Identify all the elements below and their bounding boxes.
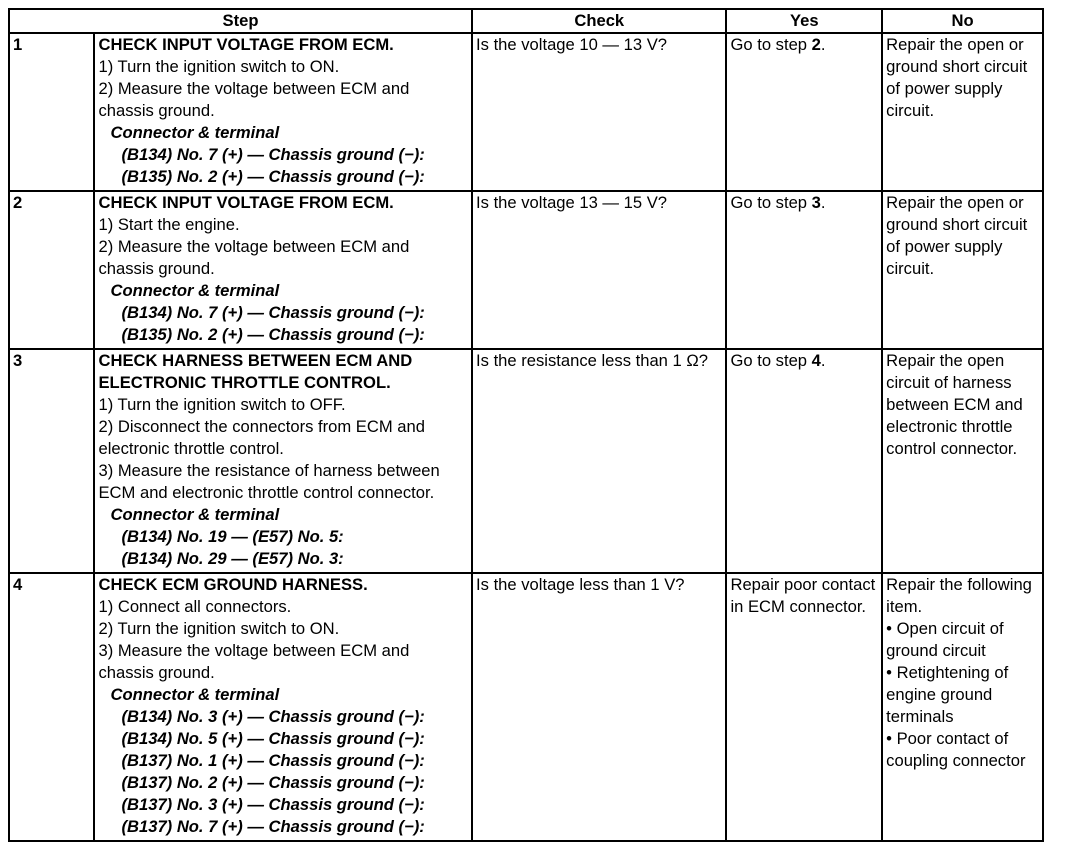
yes-text: Go to step xyxy=(730,35,812,54)
diagnostic-table xyxy=(8,8,1044,842)
step-title: CHECK ECM GROUND HARNESS. xyxy=(98,575,368,594)
header-row xyxy=(9,9,1043,33)
step-number-text: 3 xyxy=(13,351,23,370)
yes-text: Go to step xyxy=(730,193,812,212)
step-instruction: 3) Measure the voltage between ECM and chassis ground. xyxy=(98,641,410,682)
terminal-spec: (B134) No. 5 (+) — Chassis ground (−): xyxy=(121,729,425,748)
step-number-text: 1 xyxy=(13,35,23,54)
step-number xyxy=(9,349,94,573)
step-description xyxy=(94,349,472,573)
step-instruction: 3) Measure the resistance of harness between ECM and electronic throttle control connector. xyxy=(98,461,440,502)
step-row-2 xyxy=(9,191,1043,349)
terminal-spec: (B137) No. 1 (+) — Chassis ground (−): xyxy=(121,751,425,770)
step-instruction: 2) Measure the voltage between ECM and chassis ground. xyxy=(98,79,410,120)
step-row-1 xyxy=(9,33,1043,191)
yes-cell xyxy=(726,191,882,349)
yes-suffix: . xyxy=(820,35,826,54)
no-item: • Open circuit of ground circuit xyxy=(886,619,1004,660)
terminal-spec: (B134) No. 7 (+) — Chassis ground (−): xyxy=(121,145,425,164)
yes-step-number: 3 xyxy=(811,193,821,212)
yes-step-number: 2 xyxy=(811,35,821,54)
step-number-text: 4 xyxy=(13,575,23,594)
no-cell: Repair the open circuit of harness between ECM and electronic throttle control connector. xyxy=(882,349,1043,573)
header-check: Check xyxy=(472,9,726,33)
no-cell: Repair the open or ground short circuit of power supply circuit. xyxy=(882,33,1043,191)
step-instruction: 1) Turn the ignition switch to OFF. xyxy=(98,395,346,414)
step-row-3 xyxy=(9,349,1043,573)
step-instruction: 2) Disconnect the connectors from ECM and electronic throttle control. xyxy=(98,417,425,458)
step-number xyxy=(9,573,94,841)
header-no: No xyxy=(882,9,1043,33)
header-yes: Yes xyxy=(726,9,882,33)
yes-text: Go to step xyxy=(730,351,812,370)
terminal-spec: (B135) No. 2 (+) — Chassis ground (−): xyxy=(121,167,425,186)
yes-cell xyxy=(726,33,882,191)
check-cell: Is the voltage 13 — 15 V? xyxy=(472,191,726,349)
check-cell: Is the voltage less than 1 V? xyxy=(472,573,726,841)
step-title: ELECTRONIC THROTTLE CONTROL. xyxy=(98,373,391,392)
yes-cell xyxy=(726,349,882,573)
yes-suffix: . xyxy=(820,351,826,370)
terminal-spec: (B134) No. 29 — (E57) No. 3: xyxy=(121,549,344,568)
no-cell: Repair the open or ground short circuit of power supply circuit. xyxy=(882,191,1043,349)
terminal-spec: (B137) No. 7 (+) — Chassis ground (−): xyxy=(121,817,425,836)
terminal-spec: (B137) No. 3 (+) — Chassis ground (−): xyxy=(121,795,425,814)
step-description xyxy=(94,573,472,841)
step-title: CHECK HARNESS BETWEEN ECM AND xyxy=(98,351,413,370)
no-item: • Retightening of engine ground terminals xyxy=(886,663,1009,726)
yes-text: Repair poor contact in ECM connector. xyxy=(730,575,876,616)
connector-terminal-heading: Connector & terminal xyxy=(110,685,280,704)
connector-terminal-heading: Connector & terminal xyxy=(110,281,280,300)
yes-suffix: . xyxy=(820,193,826,212)
terminal-spec: (B134) No. 7 (+) — Chassis ground (−): xyxy=(121,303,425,322)
terminal-spec: (B137) No. 2 (+) — Chassis ground (−): xyxy=(121,773,425,792)
connector-terminal-heading: Connector & terminal xyxy=(110,505,280,524)
step-number xyxy=(9,191,94,349)
step-number-text: 2 xyxy=(13,193,23,212)
step-instruction: 1) Turn the ignition switch to ON. xyxy=(98,57,340,76)
terminal-spec: (B134) No. 19 — (E57) No. 5: xyxy=(121,527,344,546)
step-description xyxy=(94,191,472,349)
yes-step-number: 4 xyxy=(811,351,821,370)
step-instruction: 1) Start the engine. xyxy=(98,215,240,234)
terminal-spec: (B135) No. 2 (+) — Chassis ground (−): xyxy=(121,325,425,344)
step-title: CHECK INPUT VOLTAGE FROM ECM. xyxy=(98,193,394,212)
terminal-spec: (B134) No. 3 (+) — Chassis ground (−): xyxy=(121,707,425,726)
no-instruction: Repair the following item. xyxy=(886,575,1032,616)
no-item: • Poor contact of coupling connector xyxy=(886,729,1026,770)
step-row-4 xyxy=(9,573,1043,841)
connector-terminal-heading: Connector & terminal xyxy=(110,123,280,142)
check-cell: Is the resistance less than 1 Ω? xyxy=(472,349,726,573)
step-instruction: 2) Turn the ignition switch to ON. xyxy=(98,619,340,638)
step-title: CHECK INPUT VOLTAGE FROM ECM. xyxy=(98,35,394,54)
step-instruction: 2) Measure the voltage between ECM and chassis ground. xyxy=(98,237,410,278)
header-step: Step xyxy=(9,9,472,33)
yes-cell xyxy=(726,573,882,841)
no-cell xyxy=(882,573,1043,841)
step-description xyxy=(94,33,472,191)
check-cell: Is the voltage 10 — 13 V? xyxy=(472,33,726,191)
step-number xyxy=(9,33,94,191)
step-instruction: 1) Connect all connectors. xyxy=(98,597,292,616)
